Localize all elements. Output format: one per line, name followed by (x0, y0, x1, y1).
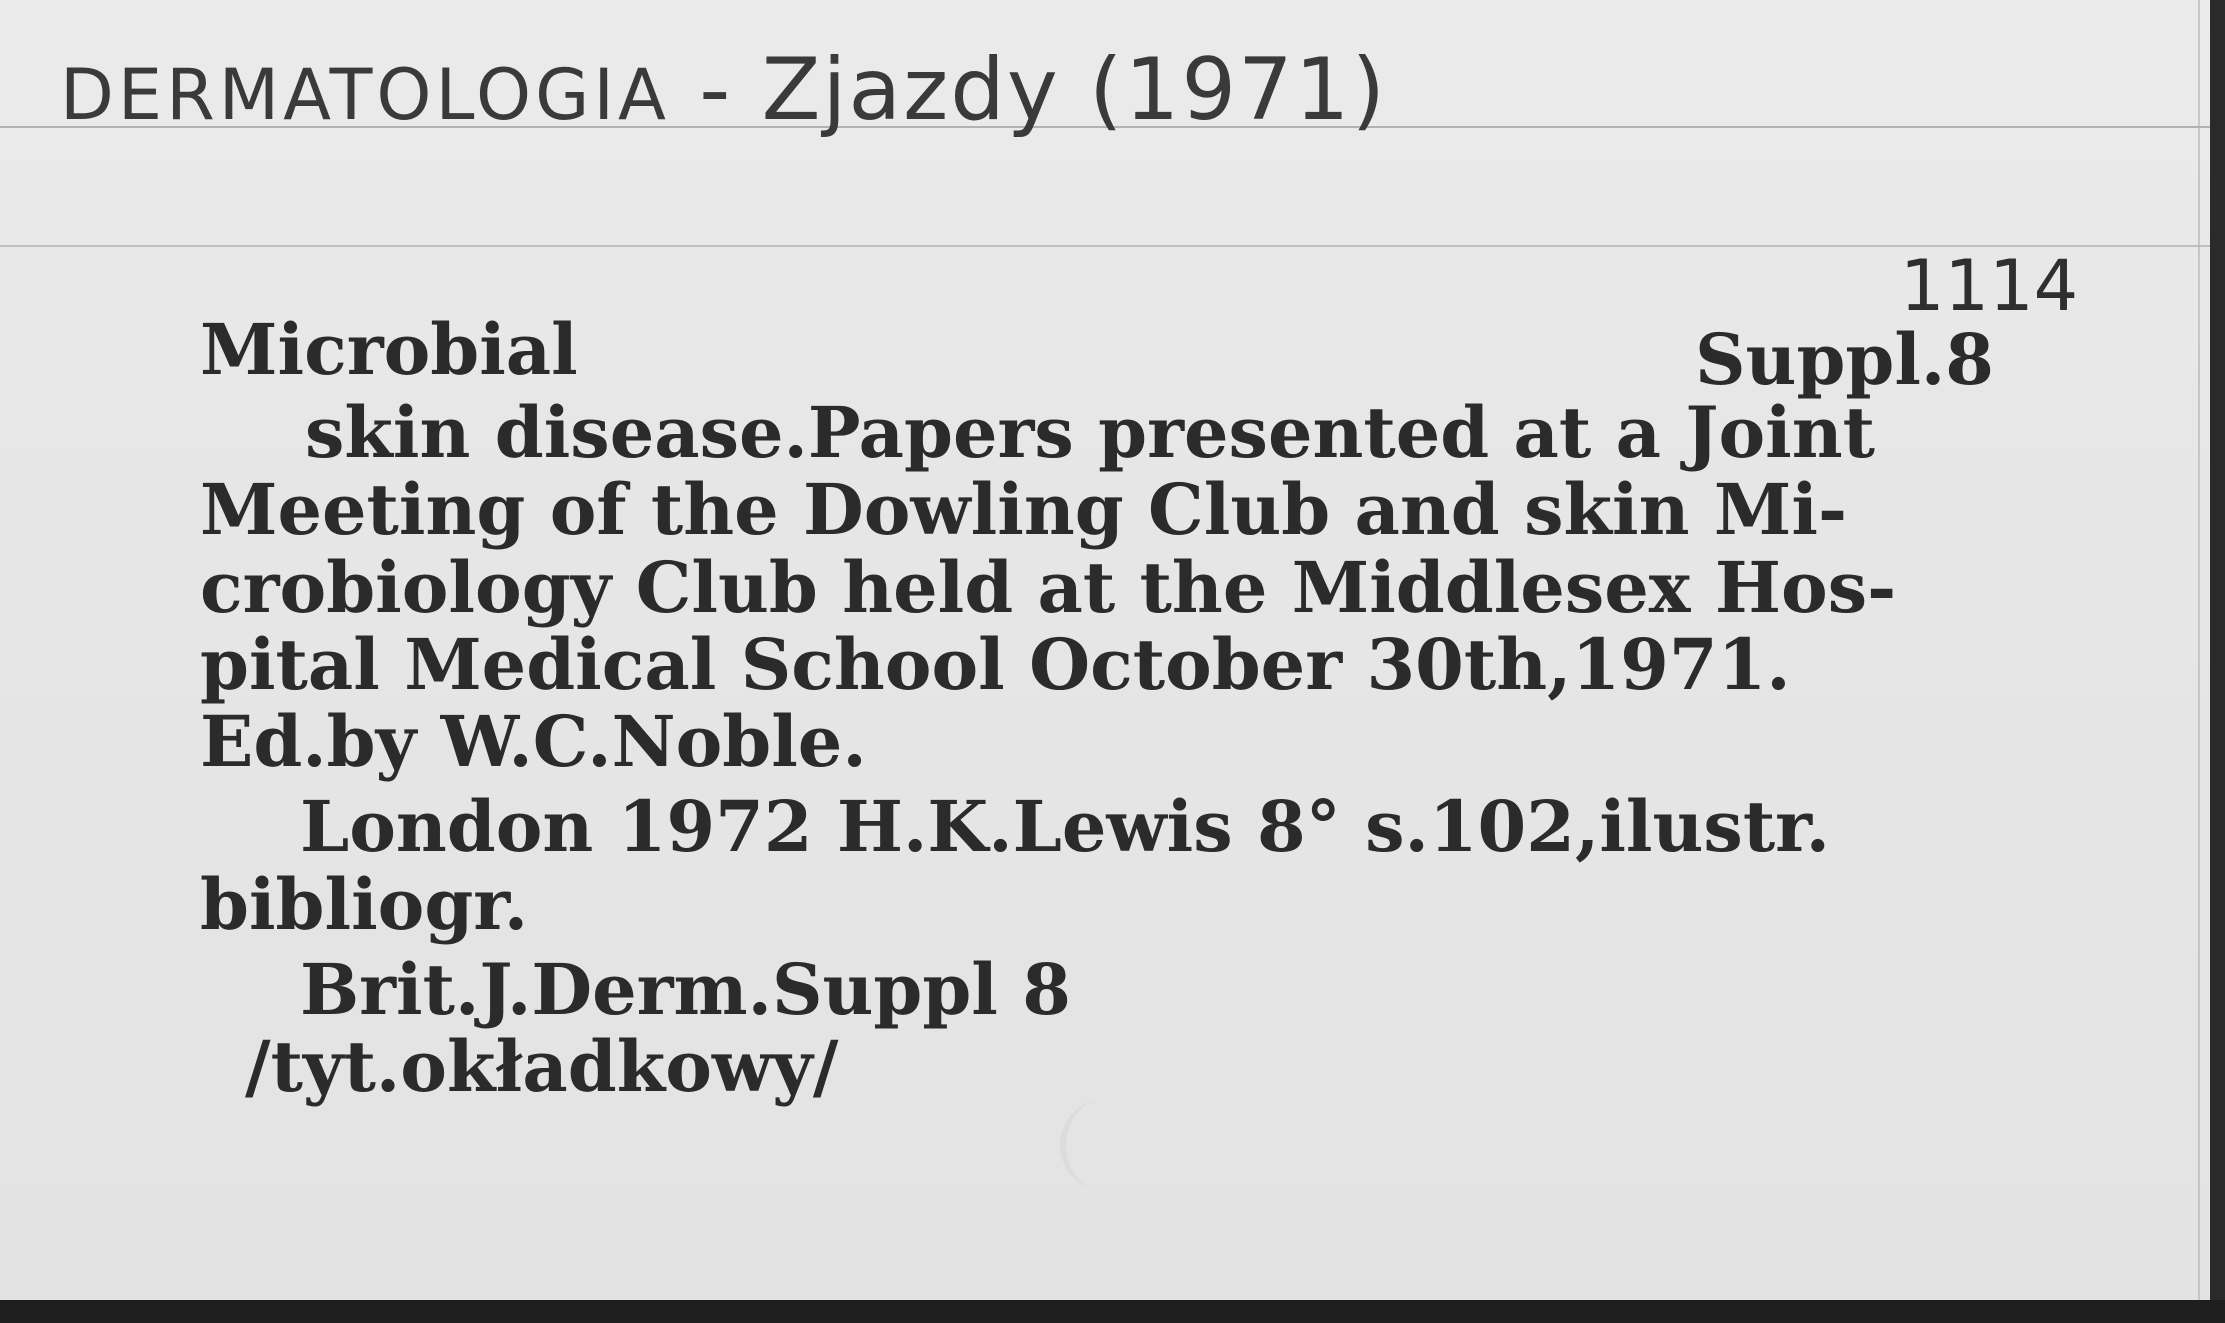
paper-smudge (1060, 1100, 1146, 1190)
supplement-number: Suppl.8 (1695, 318, 1995, 401)
right-edge-rule (2198, 0, 2200, 1300)
scan-background (0, 1300, 2225, 1323)
title-line-4: crobiology Club held at the Middlesex Hos- (200, 546, 1897, 629)
subject-heading: DERMATOLOGIA (60, 54, 670, 136)
heading-separator: - (669, 40, 762, 140)
imprint-line: London 1972 H.K.Lewis 8° s.102,ilustr. (300, 785, 1830, 868)
title-line-5: pital Medical School October 30th,1971. (200, 623, 1791, 706)
handwritten-subheading: Zjazdy (1971) (761, 40, 1388, 140)
series-line: Brit.J.Derm.Suppl 8 (300, 948, 1071, 1031)
editor-line: Ed.by W.C.Noble. (200, 700, 867, 783)
card-heading (60, 40, 1387, 140)
title-line-1: Microbial (200, 308, 578, 391)
title-line-2: skin disease.Papers presented at a Joint (305, 391, 1875, 474)
bibliography-line: bibliogr. (200, 863, 529, 946)
title-line-3: Meeting of the Dowling Club and skin Mi- (200, 468, 1848, 551)
cover-title-note: /tyt.okładkowy/ (245, 1025, 839, 1108)
call-number: 1114 (1900, 245, 2079, 327)
header-rule (0, 245, 2210, 247)
